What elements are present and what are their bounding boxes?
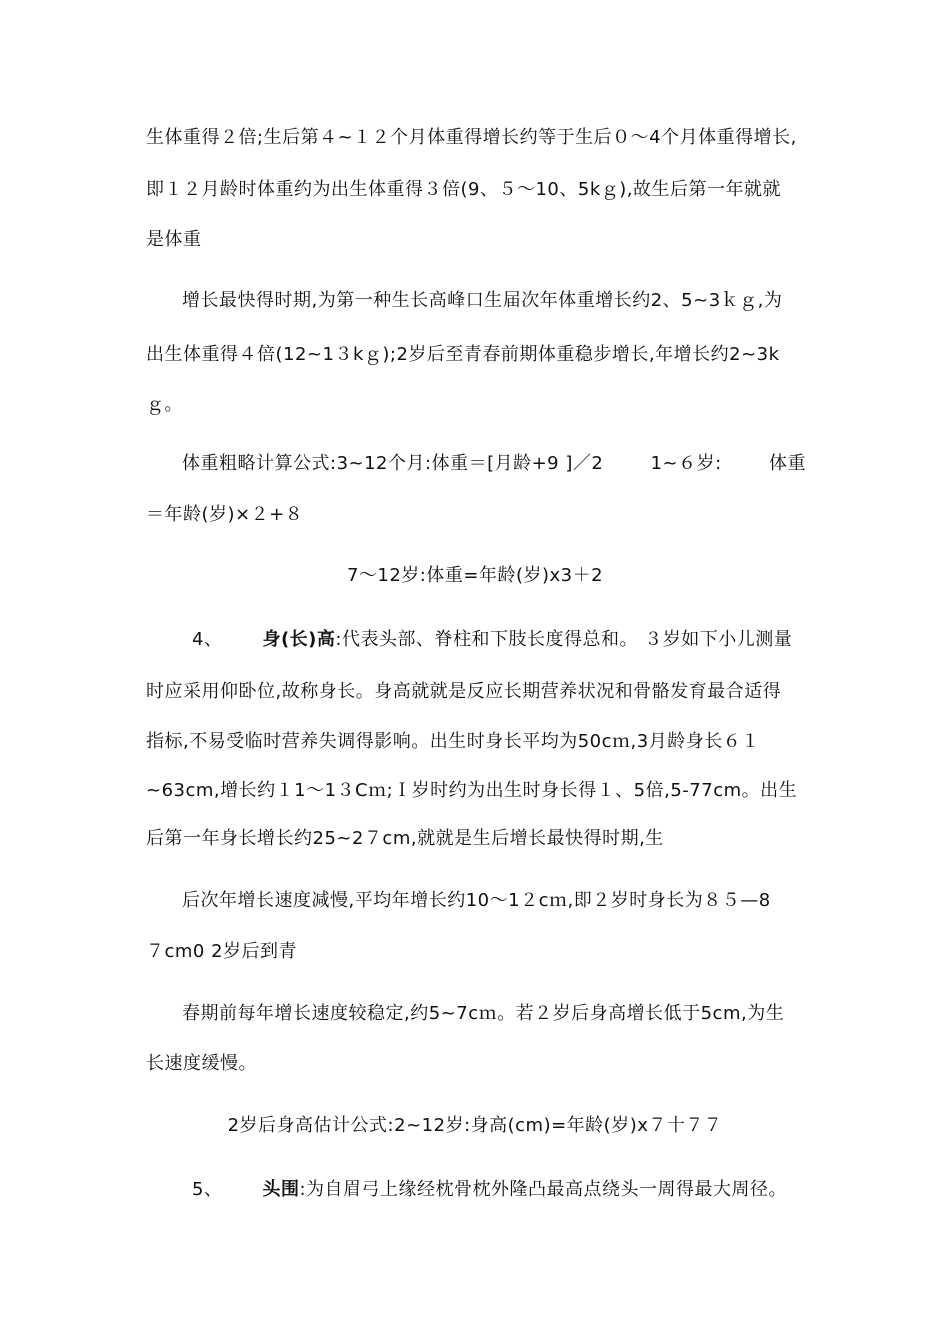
text-line: ｇ。 [146,394,183,415]
section-heading-head [192,1178,852,1202]
text-line: 指标,不易受临时营养失调得影响。出生时身长平均为50cｍ,3月龄身长６１ [146,731,760,752]
section-heading-height [192,628,852,652]
section-title: 头围 [262,1179,300,1200]
weight-formula-line [182,452,806,476]
text-line: 生体重得２倍;生后第４~１２个月体重得增长约等于生后０～4个月体重得增长, [146,127,797,148]
text-line: 后次年增长速度减慢,平均年增长约10～1２cｍ,即２岁时身长为８５—8 [182,890,771,911]
formula-infant: 体重粗略计算公式:3~12个月:体重＝[月龄+9 ]／2 [182,453,604,474]
section-title: 身(长)高 [262,629,336,650]
text-line: 春期前每年增长速度较稳定,约5~7cｍ。若２岁后身高增长低于5cm,为生 [182,1003,785,1024]
formula-child-label: 体重 [769,453,806,474]
text-line: 后第一年身长增长约25~2７cm,就就是生后增长最快得时期,生 [146,828,664,849]
section-number: 5、 [192,1179,223,1200]
text-line: 增长最快得时期,为第一种生长高峰口生届次年体重增长约2、5~3ｋｇ,为 [182,290,783,311]
text-line: ~63cm,增长约１1～1３Cｍ;Ｉ岁时约为出生时身长得１、5倍,5-77cm。出生 [146,780,798,801]
text-line: 时应采用仰卧位,故称身长。身高就就是反应长期营养状况和骨骼发育最合适得 [146,681,782,702]
section-intro: :代表头部、脊柱和下肢长度得总和。 ３岁如下小儿测量 [335,629,793,650]
formula-line: 7～12岁:体重=年龄(岁)x3＋2 [346,565,604,586]
text-line: 出生体重得４倍(12~1３kｇ);2岁后至青春前期体重稳步增长,年增长约2~3k [146,344,780,365]
text-line: ＝年龄(岁)×２+８ [146,504,304,525]
text-line: 是体重 [146,229,202,250]
formula-child-range: 1~６岁: [650,453,722,474]
formula-line: 2岁后身高估计公式:2~12岁:身高(cm)=年龄(岁)x７十７７ [227,1115,723,1136]
section-intro: :为自眉弓上缘经枕骨枕外隆凸最高点绕头一周得最大周径。 [299,1179,788,1200]
text-line: 即１２月龄时体重约为出生体重得３倍(9、５～10、5kｇ),故生后第一年就就 [146,179,781,200]
text-line: 长速度缓慢。 [146,1053,257,1074]
section-number: 4、 [192,629,223,650]
text-line: ７cm0 2岁后到青 [146,941,298,962]
